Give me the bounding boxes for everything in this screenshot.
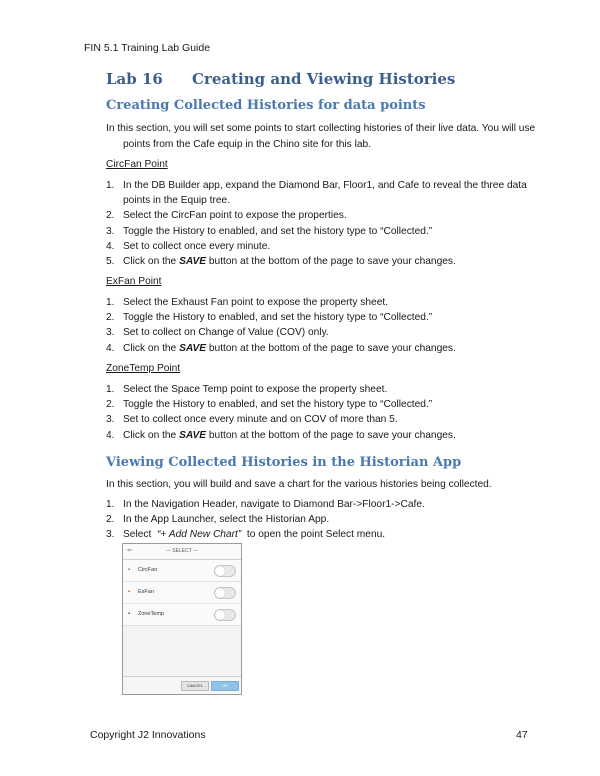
historian-steps xyxy=(106,497,536,543)
section-heading-creating: Creating Collected Histories for data points xyxy=(106,98,426,113)
running-header: FIN 5.1 Training Lab Guide xyxy=(84,42,211,54)
list-item xyxy=(106,295,536,310)
step-text: Toggle the History to enabled, and set the history type to “Collected.” xyxy=(123,225,433,237)
step-text: Toggle the History to enabled, and set the history type to “Collected.” xyxy=(123,399,433,411)
step-number: 3. xyxy=(106,529,115,541)
select-footer xyxy=(123,676,241,694)
subheading-zonetemp: ZoneTemp Point xyxy=(106,363,181,374)
list-item xyxy=(106,412,536,427)
zonetemp-steps xyxy=(106,382,536,443)
step-text: Click on the xyxy=(123,256,180,268)
list-item xyxy=(106,178,536,208)
lab-number: Lab 16 xyxy=(106,70,163,88)
step-text-cont: points in the Equip tree. xyxy=(123,195,231,207)
step-text: button at the bottom of the page to save your changes. xyxy=(206,342,456,354)
step-number: 3. xyxy=(106,414,115,426)
save-keyword: SAVE xyxy=(179,342,207,354)
toggle-switch[interactable] xyxy=(214,587,236,599)
ok-button[interactable]: OK xyxy=(211,681,239,691)
step-text: Select the Space Temp point to expose the property sheet. xyxy=(123,384,388,395)
intro-line-1: In this section, you will set some points to start collecting histories of their live data. You will use xyxy=(106,123,536,134)
select-header xyxy=(123,544,241,560)
circfan-steps xyxy=(106,178,536,269)
section-heading-viewing: Viewing Collected Histories in the Historian App xyxy=(106,455,462,470)
step-number: 4. xyxy=(106,429,115,441)
step-text: button at the bottom of the page to save your changes. xyxy=(206,256,456,268)
step-number: 5. xyxy=(106,256,115,268)
subheading-exfan: ExFan Point xyxy=(106,276,162,287)
list-item xyxy=(106,382,536,397)
back-arrow-icon[interactable]: ⇦ xyxy=(127,548,133,554)
subheading-circfan: CircFan Point xyxy=(106,159,168,170)
step-text: Toggle the History to enabled, and set the history type to “Collected.” xyxy=(123,312,433,324)
point-row-circfan[interactable] xyxy=(123,560,241,582)
list-item xyxy=(106,310,536,325)
footer-copyright: Copyright J2 Innovations xyxy=(90,729,206,741)
list-item xyxy=(106,239,536,254)
cancel-button[interactable]: CANCEL xyxy=(181,681,209,691)
step-number: 3. xyxy=(106,327,115,339)
step-text: Click on the xyxy=(123,342,180,354)
list-item xyxy=(106,254,536,269)
point-row-zonetemp[interactable] xyxy=(123,604,241,626)
save-keyword: SAVE xyxy=(179,429,207,441)
add-new-chart-text: “+ Add New Chart” xyxy=(156,529,242,541)
select-point-screenshot xyxy=(122,543,242,695)
toggle-switch[interactable] xyxy=(214,609,236,621)
list-item xyxy=(106,325,536,340)
point-label: CircFan xyxy=(138,567,158,573)
select-title: --- SELECT --- xyxy=(165,548,199,554)
point-icon: ▪ xyxy=(128,611,131,617)
list-item xyxy=(106,512,536,527)
step-text: Set to collect once every minute. xyxy=(123,240,271,252)
point-icon: ▪ xyxy=(128,589,131,595)
step-text: Select the Exhaust Fan point to expose the property sheet. xyxy=(123,297,389,308)
list-item xyxy=(106,397,536,412)
step-number: 1. xyxy=(106,297,115,308)
step-text: In the App Launcher, select the Historian App. xyxy=(123,514,330,526)
step-number: 4. xyxy=(106,342,115,354)
step-text: In the Navigation Header, navigate to Diamond Bar->Floor1->Cafe. xyxy=(123,499,425,510)
section2-intro: In this section, you will build and save a chart for the various histories being collected. xyxy=(106,479,492,490)
step-number: 2. xyxy=(106,514,115,526)
step-text: Select the CircFan point to expose the properties. xyxy=(123,210,347,222)
step-text: Set to collect on Change of Value (COV) only. xyxy=(123,327,329,339)
step-number: 2. xyxy=(106,210,115,222)
step-number: 1. xyxy=(106,384,115,395)
point-label: ExFan xyxy=(138,589,154,595)
step-text: In the DB Builder app, expand the Diamond Bar, Floor1, and Cafe to reveal the three data xyxy=(123,180,527,191)
list-item xyxy=(106,497,536,512)
list-item xyxy=(106,208,536,223)
list-item xyxy=(106,527,536,542)
lab-title xyxy=(106,70,455,88)
point-icon: ▪ xyxy=(128,567,131,573)
page-number: 47 xyxy=(516,729,528,741)
step-text: Select xyxy=(123,529,157,541)
step-number: 1. xyxy=(106,180,115,191)
point-label: ZoneTemp xyxy=(138,611,164,617)
step-number: 4. xyxy=(106,240,115,252)
step-number: 2. xyxy=(106,399,115,411)
step-number: 1. xyxy=(106,499,115,510)
step-text: Set to collect once every minute and on COV of more than 5. xyxy=(123,414,398,426)
list-item xyxy=(106,341,536,356)
toggle-switch[interactable] xyxy=(214,565,236,577)
intro-line-2: points from the Cafe equip in the Chino site for this lab. xyxy=(123,139,372,150)
list-item xyxy=(106,428,536,443)
lab-title-text: Creating and Viewing Histories xyxy=(192,70,456,88)
step-number: 2. xyxy=(106,312,115,324)
step-text: to open the point Select menu. xyxy=(241,529,386,541)
section1-intro xyxy=(106,121,536,153)
step-text: button at the bottom of the page to save your changes. xyxy=(206,429,456,441)
point-row-exfan[interactable] xyxy=(123,582,241,604)
step-text: Click on the xyxy=(123,429,180,441)
list-item xyxy=(106,224,536,239)
save-keyword: SAVE xyxy=(179,256,207,268)
exfan-steps xyxy=(106,295,536,356)
step-number: 3. xyxy=(106,225,115,237)
